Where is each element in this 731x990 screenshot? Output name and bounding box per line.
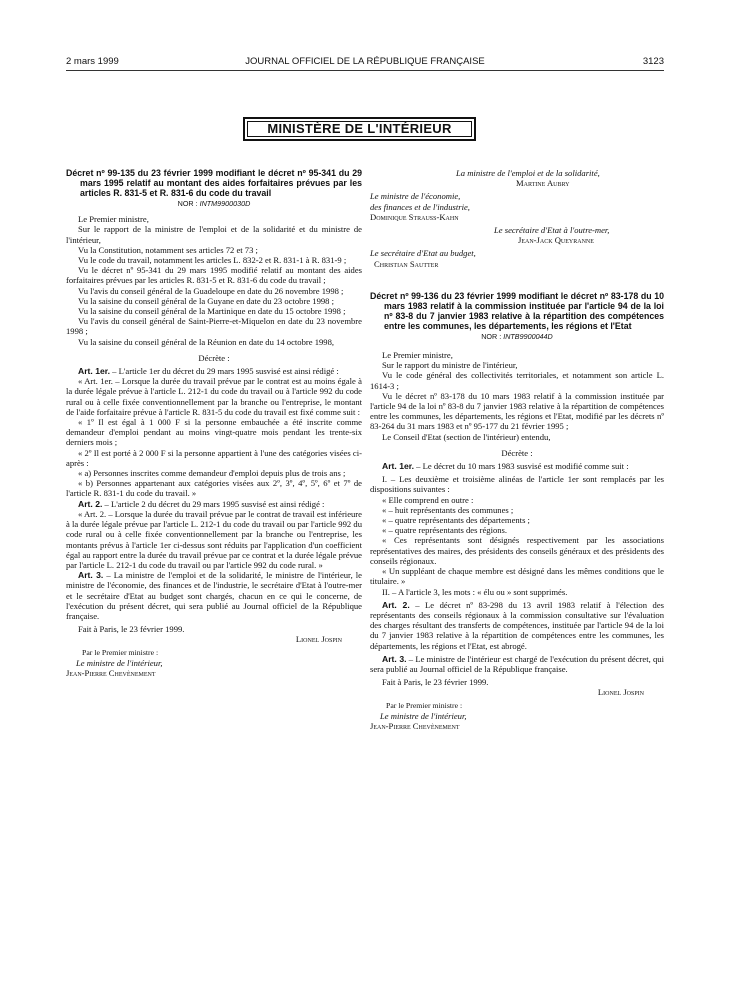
decree1-para: Vu la saisine du conseil général de la Guyane en date du 23 octobre 1998 ;: [78, 295, 335, 306]
decree2-art2-text: – Le décret nº 83-298 du 13 avril 1983 relatif à l'élection des représentants des conseils régionaux à la commission consultative sur l'évaluation des charges résultant des transferts de compétences, instituée par l'article 94 de la loi du 7 janvier 1983 relative à la répartition de compétences entre les communes, les départements, les régions et l'Etat, est abrogé.: [370, 599, 664, 651]
decree2-para: Le Conseil d'Etat (section de l'intérieur) entendu,: [382, 431, 551, 442]
decree2-countersign: [370, 701, 664, 732]
right-column: [370, 168, 664, 731]
decree2-min-name: Jean-Pierre Chevènement: [370, 720, 460, 731]
decree2-article-1: [370, 461, 664, 471]
decree1-para: Vu le code du travail, notamment les articles L. 832-2 et R. 831-1 à R. 831-9 ;: [78, 255, 347, 266]
decree2-art3-text: – Le ministre de l'intérieur est chargé de l'exécution du présent décret, qui sera publié au Journal officiel de la République française.: [370, 653, 664, 674]
sig-emploi-name: Martine Aubry: [516, 178, 570, 189]
decree2-art1-text: – Le décret du 10 mars 1983 susvisé est modifié comme suit :: [414, 461, 629, 472]
decree2-nor-code: INTB9900044D: [503, 331, 553, 341]
decree1-art1-quote: « Art. 1er. – Lorsque la durée du travail prévue par le contrat est au moins égale à la durée légale prévue à l'article L. 212-1 du code du travail ou à l'article 992 du code rural ou à celle fixée conventionnellement par la branche ou l'entreprise, le montant de l'aide forfaitaire prévue à l'article R. 831-5 du code du travail est fixé comme suit :: [66, 376, 362, 417]
header-rule: [66, 70, 664, 71]
decree2-min-role: Le ministre de l'intérieur,: [380, 710, 467, 721]
decree2-article-2: [370, 600, 664, 651]
decree2-para: Sur le rapport du ministre de l'intérieur,: [382, 360, 518, 371]
decree2-fait: Fait à Paris, le 23 février 1999.: [382, 677, 489, 688]
decree1-min-name: Jean-Pierre Chevènement: [66, 667, 156, 678]
decree1-para: Vu la saisine du conseil général de la Réunion en date du 14 octobre 1998,: [78, 336, 335, 347]
decree1-art1-quote: « b) Personnes appartenant aux catégories visées aux 2º, 3º, 4º, 5º, 6º et 7º de l'article R. 831-1 du code du travail. »: [66, 478, 362, 499]
decree2-article-3: [370, 654, 664, 674]
sig-om-role: Le secrétaire d'Etat à l'outre-mer,: [494, 225, 610, 236]
decree2-art1-item: « Ces représentants sont désignés respectivement par les associations représentatives des maires, des présidents des conseils généraux et des présidents des conseils régionaux.: [370, 535, 664, 566]
decree1-min-role: Le ministre de l'intérieur,: [76, 657, 163, 668]
decree2-para: Vu le code général des collectivités territoriales, et notamment son article L. 1614-3 ;: [370, 370, 664, 391]
decree1-decrete: Décrète :: [198, 352, 230, 363]
decree2-art1-item: I. – Les deuxième et troisième alinéas de l'article 1er sont remplacés par les dispositions suivantes :: [370, 474, 664, 495]
decree1-art1-quote: « 2º Il est porté à 2 000 F si la personne appartient à l'une des catégories visées ci-après :: [66, 447, 362, 468]
decree1-art1-quote: « a) Personnes inscrites comme demandeur d'emploi depuis plus de trois ans ;: [78, 468, 346, 479]
decree2-nor-label: NOR :: [481, 331, 504, 341]
decree1-art2-label: Art. 2.: [78, 498, 103, 509]
decree2-art1-item: « Elle comprend en outre :: [382, 494, 474, 505]
decree1-para: Le Premier ministre,: [78, 214, 149, 225]
decree1-fait: Fait à Paris, le 23 février 1999.: [78, 624, 185, 635]
decree1-nor: [66, 199, 362, 209]
decree2-art3-label: Art. 3.: [382, 653, 407, 664]
decree1-article-3: [66, 570, 362, 621]
decree1-art3-text: – La ministre de l'emploi et de la solidarité, le ministre de l'intérieur, le ministre de l'économie, des finances et de l'industrie, le secrétaire d'Etat à l'outre-mer et le secrétaire d'Etat au budget sont chargés, chacun en ce qui le concerne, de l'exécution du présent décret, qui sera publié au Journal officiel de la République française.: [66, 570, 362, 621]
decree2-art1-label: Art. 1er.: [382, 461, 415, 472]
decree1-para: Vu la Constitution, notamment ses articles 72 et 73 ;: [78, 244, 258, 255]
decree2-nor: [370, 332, 664, 342]
decree2-par: Par le Premier ministre :: [386, 700, 463, 710]
decree1-para: Vu l'avis du conseil général de Saint-Pierre-et-Miquelon en date du 23 novembre 1998 ;: [66, 316, 362, 337]
sig-om-name: Jean-Jack Queyranne: [518, 235, 594, 246]
sig-bud-name: Christian Sautter: [374, 258, 439, 269]
decree1-nor-code: INTM9900030D: [199, 199, 251, 208]
decree1-art1-text: – L'article 1er du décret du 29 mars 1995 susvisé est ainsi rédigé :: [110, 366, 339, 377]
decree2-art2-label: Art. 2.: [382, 599, 410, 610]
decree1-para: Vu la saisine du conseil général de la Martinique en date du 15 octobre 1998 ;: [78, 306, 346, 317]
decree1-art2-text: – L'article 2 du décret du 29 mars 1995 susvisé est ainsi rédigé :: [102, 498, 325, 509]
decree2-decrete: Décrète :: [501, 447, 533, 458]
decree2-signer: Lionel Jospin: [597, 687, 644, 698]
header-date: 2 mars 1999: [66, 56, 119, 67]
header-journal-title: JOURNAL OFFICIEL DE LA RÉPUBLIQUE FRANÇAISE: [245, 56, 485, 67]
decree1-para: Sur le rapport de la ministre de l'emploi et de la solidarité et du ministre de l'intérieur,: [66, 224, 362, 245]
decree1-article-2: [66, 499, 362, 509]
left-column: [66, 168, 362, 678]
decree2-para: Le Premier ministre,: [382, 350, 453, 361]
decree2-title: Décret nº 99-136 du 23 février 1999 modifiant le décret nº 83-178 du 10 mars 1983 relatif à la commission instituée par l'article 94 de la loi nº 83-8 du 7 janvier 1983 relative à la répartition des compétences entre les communes, les départements, les régions et l'Etat: [370, 290, 664, 331]
decree1-signer: Lionel Jospin: [295, 634, 342, 645]
sig-emploi-role: La ministre de l'emploi et de la solidarité,: [456, 168, 600, 178]
decree1-par: Par le Premier ministre :: [82, 647, 159, 657]
sig-eco-role-2: des finances et de l'industrie,: [370, 201, 470, 212]
decree1-art3-label: Art. 3.: [78, 570, 104, 581]
decree2-para: Vu le décret nº 83-178 du 10 mars 1983 relatif à la commission instituée par l'article 94 de la loi nº 83-8 du 7 janvier 1983 relative à la répartition de compétences entre les communes, les départements, les régions et l'Etat, modifié par les décrets nº 83-264 du 31 mars 1983 et nº 95-177 du 21 février 1995 ;: [370, 390, 664, 432]
decree2-art1-item: II. – A l'article 3, les mots : « élu ou » sont supprimés.: [382, 586, 568, 597]
sig-bud-role: Le secrétaire d'Etat au budget,: [370, 248, 476, 259]
decree1-art1-quote: « 1º Il est égal à 1 000 F si la personne embauchée a été inscrite comme demandeur d'emploi pendant au moins vingt-quatre mois pendant les trente-six derniers mois ;: [66, 417, 362, 448]
decree1-art1-label: Art. 1er.: [78, 366, 111, 377]
decree2-art1-item: « – huit représentants des communes ;: [382, 504, 514, 515]
decree1-countersign: [66, 648, 362, 679]
header-page-number: 3123: [642, 56, 664, 67]
decree1-signatories: [370, 168, 664, 269]
sig-eco-name: Dominique Strauss-Kahn: [370, 211, 459, 222]
ministry-heading: MINISTÈRE DE L'INTÉRIEUR: [243, 117, 476, 141]
decree2-art1-item: « – quatre représentants des régions.: [382, 525, 508, 536]
decree1-article-1: [66, 366, 362, 376]
decree1-para: Vu le décret nº 95-341 du 29 mars 1995 modifié relatif au montant des aides forfaitaires prévues par les articles R. 831-5 et R. 831-6 du code du travail ;: [66, 265, 362, 286]
decree1-art2-quote: « Art. 2. – Lorsque la durée du travail prévue par le contrat de travail est inférieure à la durée légale prévue par l'article L. 212-1 du code du travail ou par l'article 992 du code rural ou à celle fixée conventionnellement par la branche ou l'entreprise, les montants prévus à l'article 1er ci-dessus sont réduits par l'application d'un coefficient égal au rapport entre la durée du travail prévue par ce contrat et la durée légale prévue par l'article L. 212-1 du code du travail ou par l'article 992 du code rural. »: [66, 508, 362, 570]
decree1-para: Vu l'avis du conseil général de la Guadeloupe en date du 26 novembre 1998 ;: [78, 285, 344, 296]
decree2-art1-item: « – quatre représentants des départements ;: [382, 515, 530, 526]
decree1-title: Décret nº 99-135 du 23 février 1999 modifiant le décret nº 95-341 du 29 mars 1995 relatif au montant des aides forfaitaires prévues par les articles R. 831-5 et R. 831-6 du code du travail: [66, 168, 362, 198]
decree1-nor-label: NOR :: [177, 199, 200, 208]
decree2-art1-item: « Un suppléant de chaque membre est désigné dans les mêmes conditions que le titulaire. »: [370, 566, 664, 587]
sig-eco-role: Le ministre de l'économie,: [370, 191, 461, 202]
